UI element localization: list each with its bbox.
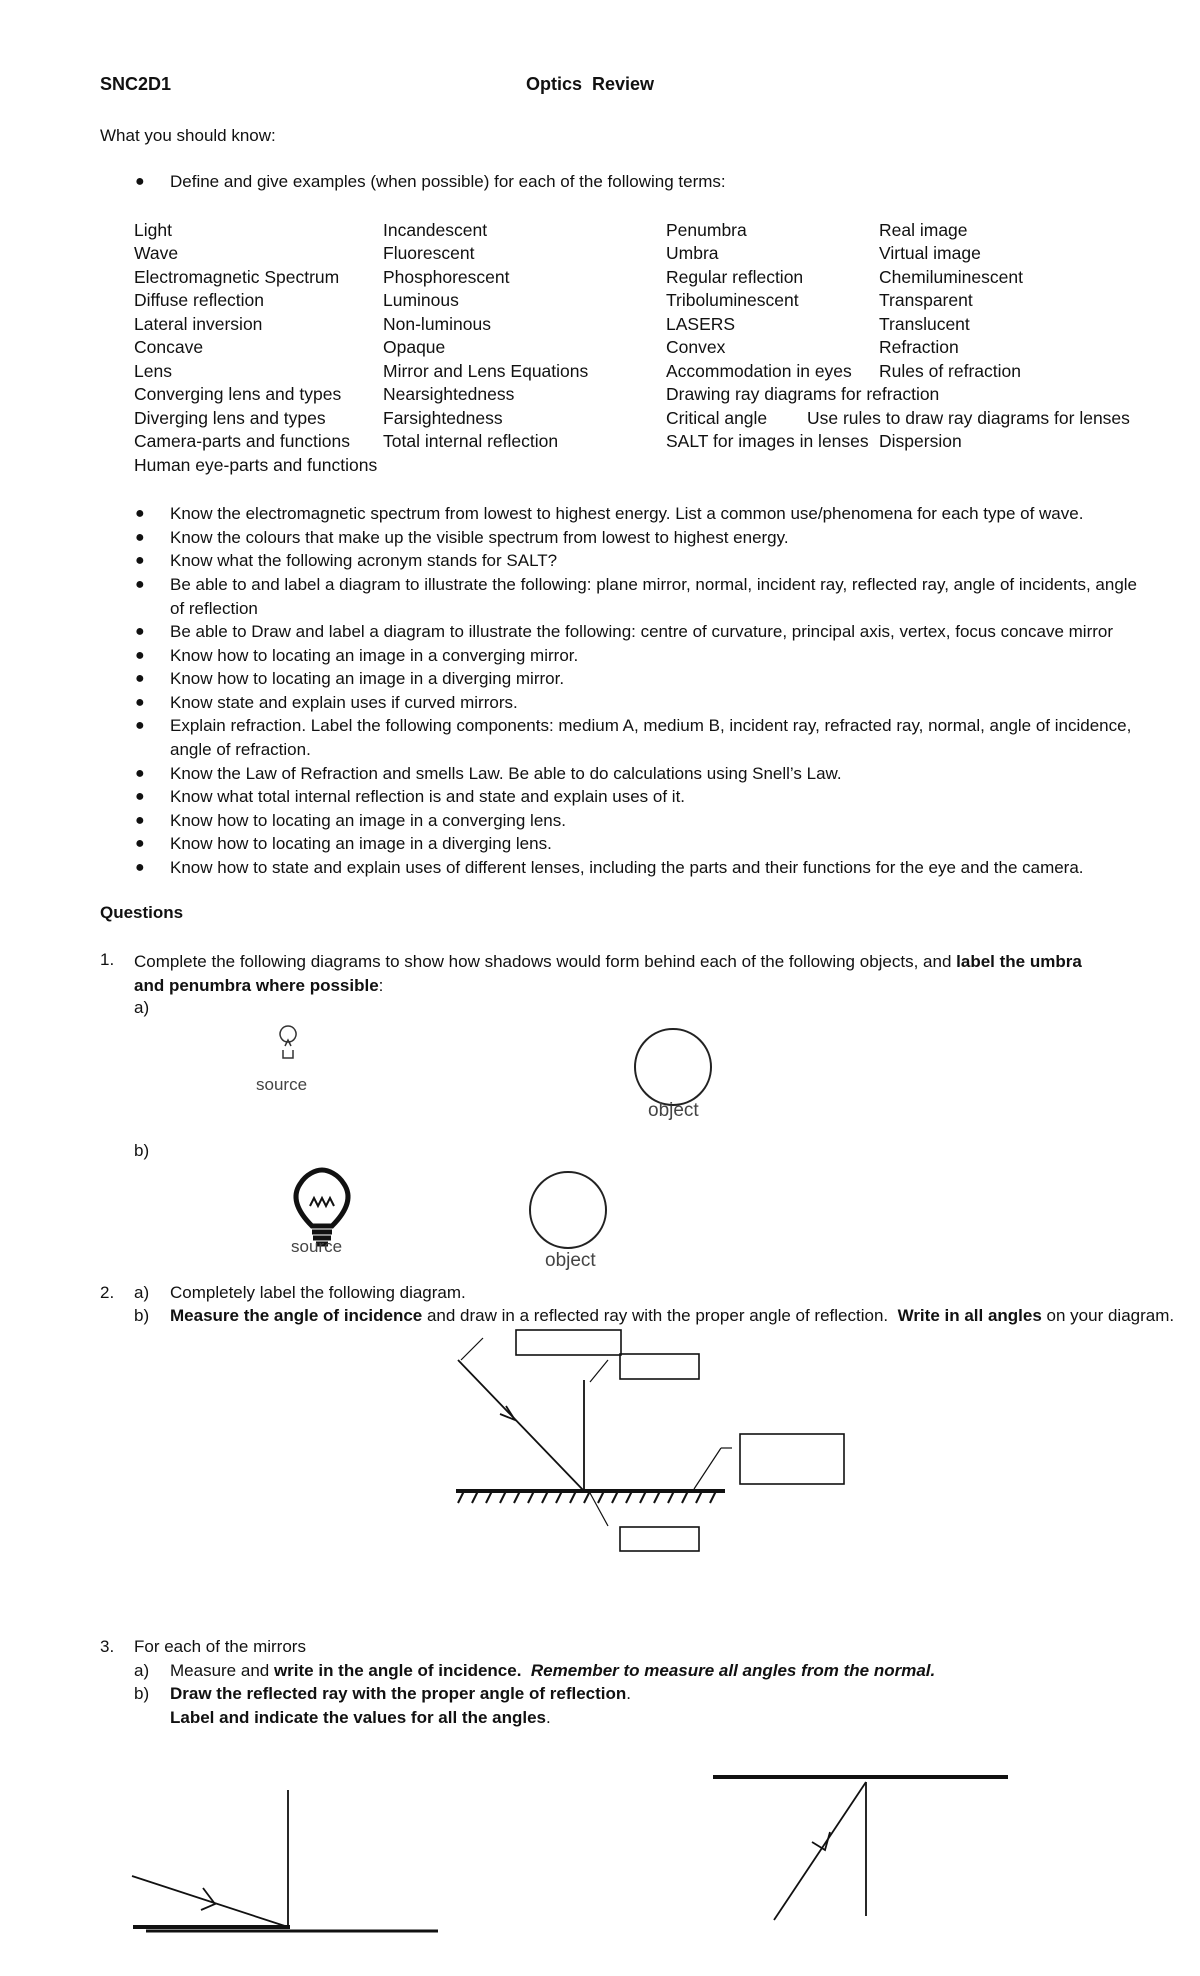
bullet-dot: ● — [135, 647, 145, 664]
question-emphasis: Label and indicate the values for all the angles — [170, 1708, 546, 1727]
part-label: b) — [134, 1141, 150, 1160]
label-box — [516, 1330, 621, 1355]
question-emphasis: Remember to measure all angles from the normal. — [530, 1661, 936, 1680]
bullet-dot: ● — [135, 623, 145, 640]
ray-arrow-icon — [500, 1406, 515, 1420]
leader-line — [590, 1493, 608, 1526]
term: Chemiluminescent — [879, 267, 1023, 287]
bullet-dot: ● — [135, 765, 145, 782]
term: Diverging lens and types — [134, 408, 326, 428]
object-label: object — [545, 1250, 596, 1271]
term: Accommodation in eyes — [666, 361, 852, 381]
mirror-diagram-left — [132, 1790, 438, 1931]
list-item: Know the electromagnetic spectrum from lowest to highest energy. List a common use/phenomena for each type of wave. — [170, 504, 1084, 523]
term: Converging lens and types — [134, 384, 342, 404]
bullet-dot: ● — [135, 670, 145, 687]
question-number: 3. — [100, 1637, 115, 1656]
term: Transparent — [879, 290, 973, 310]
incident-ray — [132, 1876, 288, 1927]
source-label: source — [291, 1237, 343, 1256]
question-emphasis: Draw the reflected ray with the proper angle of reflection — [170, 1684, 627, 1703]
incident-ray — [458, 1360, 584, 1491]
term: Luminous — [383, 290, 459, 310]
label-box — [620, 1527, 699, 1551]
question-text: For each of the mirrors — [134, 1637, 306, 1656]
term: Electromagnetic Spectrum — [134, 267, 340, 287]
list-item: Know what the following acronym stands for SALT? — [170, 551, 558, 570]
list-item: Know how to state and explain uses of different lenses, including the parts and their functions for the eye and the camera. — [170, 858, 1084, 877]
part-label: b) — [134, 1684, 150, 1703]
bullet-dot: ● — [135, 505, 145, 522]
object-circle — [635, 1029, 711, 1105]
bullet-dot: ● — [135, 788, 145, 805]
term: Concave — [134, 337, 204, 357]
term: Refraction — [879, 337, 959, 357]
term: Drawing ray diagrams for refraction — [666, 384, 940, 404]
list-item: Know how to locating an image in a converging mirror. — [170, 646, 579, 665]
object-label: object — [648, 1100, 699, 1121]
term: SALT for images in lenses — [666, 431, 869, 451]
bullet-dot: ● — [135, 835, 145, 852]
term: Critical angle — [666, 408, 768, 428]
label-box — [620, 1354, 699, 1379]
list-item: Be able to and label a diagram to illustrate the following: plane mirror, normal, incident ray, reflected ray, angle of incidents, angle of reflection — [170, 575, 1138, 618]
term: Triboluminescent — [666, 290, 799, 310]
term: Dispersion — [879, 431, 962, 451]
question-text: Completely label the following diagram. — [170, 1283, 466, 1302]
list-item: Know how to locating an image in a diverging lens. — [170, 834, 552, 853]
part-label: b) — [134, 1306, 150, 1325]
term: Rules of refraction — [879, 361, 1022, 381]
mirror-diagram-right — [713, 1777, 1008, 1920]
intro-text: What you should know: — [100, 126, 276, 145]
bullet-dot: ● — [135, 529, 145, 546]
list-item: Know how to locating an image in a diverging mirror. — [170, 669, 565, 688]
part-label: a) — [134, 1661, 150, 1680]
term: Translucent — [879, 314, 970, 334]
term: LASERS — [666, 314, 736, 334]
term: Farsightedness — [383, 408, 503, 428]
bullet-dot: ● — [135, 717, 145, 734]
first-bullet-text: Define and give examples (when possible) for each of the following terms: — [170, 172, 726, 191]
course-code: SNC2D1 — [100, 74, 172, 94]
term: Phosphorescent — [383, 267, 510, 287]
question-text: : — [378, 976, 384, 995]
question-emphasis: Write in all angles — [897, 1306, 1042, 1325]
term: Wave — [134, 243, 179, 263]
lightbulb-icon — [280, 1026, 296, 1058]
term: Penumbra — [666, 220, 747, 240]
questions-heading: Questions — [100, 903, 184, 922]
list-item: Know how to locating an image in a converging lens. — [170, 811, 566, 830]
question-number: 1. — [100, 950, 115, 969]
question-text: Complete the following diagrams to show how shadows would form behind each of the following objects, and — [134, 952, 957, 971]
page-title: Optics Review — [526, 74, 655, 94]
term: Lateral inversion — [134, 314, 263, 334]
leader-line — [461, 1338, 483, 1360]
label-box — [740, 1434, 844, 1484]
ray-arrow-icon — [812, 1832, 830, 1850]
leader-line — [590, 1360, 608, 1382]
question-text: . — [626, 1684, 631, 1703]
source-label: source — [256, 1075, 308, 1094]
term: Opaque — [383, 337, 446, 357]
lightbulb-icon — [296, 1170, 348, 1244]
term: Human eye-parts and functions — [134, 455, 378, 475]
term: Virtual image — [879, 243, 981, 263]
filament-icon — [310, 1198, 334, 1206]
bullet-dot: ● — [135, 812, 145, 829]
term: Use rules to draw ray diagrams for lenses — [807, 408, 1130, 428]
question-text: and draw in a reflected ray with the proper angle of reflection. — [422, 1306, 898, 1325]
term: Regular reflection — [666, 267, 804, 287]
list-item: Explain refraction. Label the following components: medium A, medium B, incident ray, refracted ray, normal, angle of incidence, angle of refraction. — [170, 716, 1132, 759]
question-text: on your diagram. — [1041, 1306, 1175, 1325]
term: Umbra — [666, 243, 719, 263]
list-item: Know the colours that make up the visible spectrum from lowest to highest energy. — [170, 528, 789, 547]
term: Mirror and Lens Equations — [383, 361, 589, 381]
term: Diffuse reflection — [134, 290, 265, 310]
term: Total internal reflection — [383, 431, 559, 451]
term: Lens — [134, 361, 172, 381]
term: Fluorescent — [383, 243, 475, 263]
term: Non-luminous — [383, 314, 491, 334]
question-emphasis: Measure the angle of incidence — [170, 1306, 423, 1325]
bullet-dot: ● — [135, 694, 145, 711]
part-label: a) — [134, 998, 150, 1017]
question-emphasis: label the umbra and penumbra where possible — [134, 952, 1082, 995]
bullet-dot: ● — [135, 576, 145, 593]
question-text: Measure and — [170, 1661, 274, 1680]
object-circle — [530, 1172, 606, 1248]
bullet-dot: ● — [135, 173, 145, 190]
term: Camera-parts and functions — [134, 431, 350, 451]
term: Incandescent — [383, 220, 488, 240]
list-item: Know state and explain uses if curved mirrors. — [170, 693, 518, 712]
leader-line — [694, 1448, 721, 1489]
question-number: 2. — [100, 1283, 115, 1302]
reflection-diagram — [456, 1330, 844, 1551]
term: Real image — [879, 220, 968, 240]
part-label: a) — [134, 1283, 150, 1302]
term: Nearsightedness — [383, 384, 515, 404]
list-item: Know the Law of Refraction and smells Law. Be able to do calculations using Snell’s Law. — [170, 764, 842, 783]
term: Light — [134, 220, 172, 240]
list-item: Be able to Draw and label a diagram to illustrate the following: centre of curvature, principal axis, vertex, focus concave mirror — [170, 622, 1114, 641]
question-emphasis: write in the angle of incidence. — [273, 1661, 531, 1680]
incident-ray — [774, 1782, 866, 1920]
list-item: Know what total internal reflection is and state and explain uses of it. — [170, 787, 686, 806]
term: Convex — [666, 337, 726, 357]
bullet-dot: ● — [135, 552, 145, 569]
question-text: . — [546, 1708, 551, 1727]
bullet-dot: ● — [135, 859, 145, 876]
